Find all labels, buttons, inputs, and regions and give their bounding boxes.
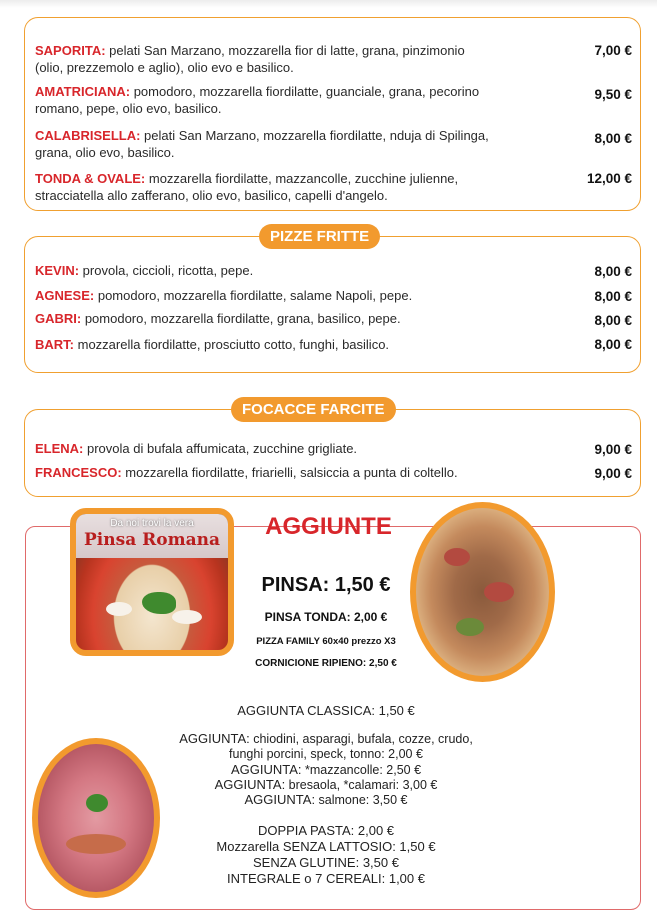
pinsa-price: PINSA: 1,50 € bbox=[261, 574, 391, 596]
aggiunta-label: AGGIUNTA: bbox=[230, 762, 302, 777]
section-title-pizze-fritte: PIZZE FRITTE bbox=[259, 224, 380, 249]
pizze-fritte-box bbox=[24, 236, 641, 373]
aggiunta-speciale-line2: funghi porcini, speck, tonno: 2,00 € bbox=[229, 747, 423, 761]
aggiunte-title: AGGIUNTE bbox=[265, 513, 392, 540]
menu-item-gabri bbox=[35, 311, 632, 328]
focaccia-photo bbox=[410, 502, 555, 682]
menu-item-amatriciana bbox=[35, 84, 632, 117]
item-desc: pelati San Marzano, mozzarella fiordilatte, nduja di Spilinga, bbox=[140, 128, 489, 143]
cheese-icon bbox=[106, 602, 132, 616]
basil-leaf-icon bbox=[86, 794, 108, 812]
item-price: 8,00 € bbox=[594, 131, 632, 146]
cheese-icon bbox=[172, 610, 202, 624]
pinsa-banner-line2: Pinsa Romana bbox=[84, 530, 220, 550]
item-desc-2: grana, olio evo, basilico. bbox=[35, 144, 175, 160]
item-desc-2: romano, pepe, olio evo, basilico. bbox=[35, 100, 222, 116]
item-price: 9,50 € bbox=[594, 87, 632, 102]
item-name: TONDA & OVALE: bbox=[35, 171, 146, 186]
pinsa-tonda-price: PINSA TONDA: 2,00 € bbox=[264, 610, 388, 624]
item-price: 8,00 € bbox=[594, 264, 632, 279]
item-price: 8,00 € bbox=[594, 289, 632, 304]
aggiunta-items: bresaola, *calamari: 3,00 € bbox=[285, 778, 438, 792]
aggiunta-items: salmone: 3,50 € bbox=[315, 793, 408, 807]
aggiunta-salmone bbox=[136, 792, 516, 807]
aggiunta-mazzancolle bbox=[136, 762, 516, 777]
basil-leaf-icon bbox=[142, 592, 176, 614]
item-desc: pomodoro, mozzarella fiordilatte, salame Napoli, pepe. bbox=[94, 288, 413, 303]
item-desc: mozzarella fiordilatte, mazzancolle, zucchine julienne, bbox=[145, 171, 459, 186]
section-title-focacce-farcite: FOCACCE FARCITE bbox=[231, 397, 396, 422]
senza-lattosio: Mozzarella SENZA LATTOSIO: 1,50 € bbox=[216, 839, 436, 854]
item-desc: mozzarella fiordilatte, friarielli, salsiccia a punta di coltello. bbox=[121, 465, 458, 480]
aggiunta-items: *mazzancolle: 2,50 € bbox=[301, 763, 422, 777]
ham-icon bbox=[484, 582, 514, 602]
focacce-box bbox=[24, 409, 641, 497]
aggiunta-items: chiodini, asparagi, bufala, cozze, crudo, bbox=[249, 732, 473, 746]
item-name: GABRI: bbox=[35, 311, 82, 326]
pizze-box bbox=[24, 17, 641, 211]
item-price: 12,00 € bbox=[586, 171, 632, 186]
aggiunta-label: AGGIUNTA: bbox=[214, 777, 286, 792]
cornicione-price: CORNICIONE RIPIENO: 2,50 € bbox=[255, 658, 397, 669]
menu-item-bart bbox=[35, 337, 632, 354]
item-name: AMATRICIANA: bbox=[35, 84, 131, 99]
zucchini-icon bbox=[456, 618, 484, 636]
menu-item-kevin bbox=[35, 263, 632, 280]
integrale: INTEGRALE o 7 CEREALI: 1,00 € bbox=[227, 871, 425, 886]
aggiunta-label: AGGIUNTA: bbox=[244, 792, 316, 807]
item-name: ELENA: bbox=[35, 441, 84, 456]
item-desc: pomodoro, mozzarella fiordilatte, grana, basilico, pepe. bbox=[81, 311, 401, 326]
item-desc: pomodoro, mozzarella fiordilatte, guanciale, grana, pecorino bbox=[130, 84, 480, 99]
item-price: 9,00 € bbox=[594, 442, 632, 457]
menu-item-francesco bbox=[35, 465, 632, 482]
menu-item-elena bbox=[35, 441, 632, 458]
senza-glutine: SENZA GLUTINE: 3,50 € bbox=[253, 855, 399, 870]
item-name: KEVIN: bbox=[35, 263, 80, 278]
item-desc: provola di bufala affumicata, zucchine grigliate. bbox=[83, 441, 358, 456]
menu-item-tonda-ovale bbox=[35, 171, 632, 204]
aggiunta-classica: AGGIUNTA CLASSICA: 1,50 € bbox=[237, 703, 415, 718]
meat-icon bbox=[66, 834, 126, 854]
item-name: CALABRISELLA: bbox=[35, 128, 141, 143]
aggiunta-speciale-line1 bbox=[136, 731, 516, 746]
item-desc: provola, ciccioli, ricotta, pepe. bbox=[79, 263, 254, 278]
item-name: FRANCESCO: bbox=[35, 465, 122, 480]
item-price: 7,00 € bbox=[594, 43, 632, 58]
item-desc-2: stracciatella allo zafferano, olio evo, basilico, capelli d'angelo. bbox=[35, 187, 388, 203]
item-name: SAPORITA: bbox=[35, 43, 106, 58]
menu-item-agnese bbox=[35, 288, 632, 305]
item-desc: pelati San Marzano, mozzarella fior di latte, grana, pinzimonio bbox=[105, 43, 465, 58]
item-name: BART: bbox=[35, 337, 74, 352]
ham-icon bbox=[444, 548, 470, 566]
menu-item-saporita bbox=[35, 43, 632, 76]
doppia-pasta: DOPPIA PASTA: 2,00 € bbox=[257, 823, 395, 838]
item-name: AGNESE: bbox=[35, 288, 95, 303]
item-desc: mozzarella fiordilatte, prosciutto cotto, funghi, basilico. bbox=[74, 337, 390, 352]
page-top-shadow bbox=[0, 0, 657, 8]
item-price: 8,00 € bbox=[594, 337, 632, 352]
item-price: 9,00 € bbox=[594, 466, 632, 481]
item-desc-2: (olio, prezzemolo e aglio), olio evo e basilico. bbox=[35, 59, 294, 75]
aggiunta-label: AGGIUNTA: bbox=[179, 731, 250, 746]
pinsa-banner-line1: Da noi trovi la vera bbox=[110, 518, 194, 529]
pinsa-romana-photo bbox=[70, 508, 234, 656]
pizza-family-price: PIZZA FAMILY 60x40 prezzo X3 bbox=[256, 636, 396, 647]
menu-item-calabrisella bbox=[35, 128, 632, 161]
item-price: 8,00 € bbox=[594, 313, 632, 328]
aggiunta-bresaola bbox=[136, 777, 516, 792]
